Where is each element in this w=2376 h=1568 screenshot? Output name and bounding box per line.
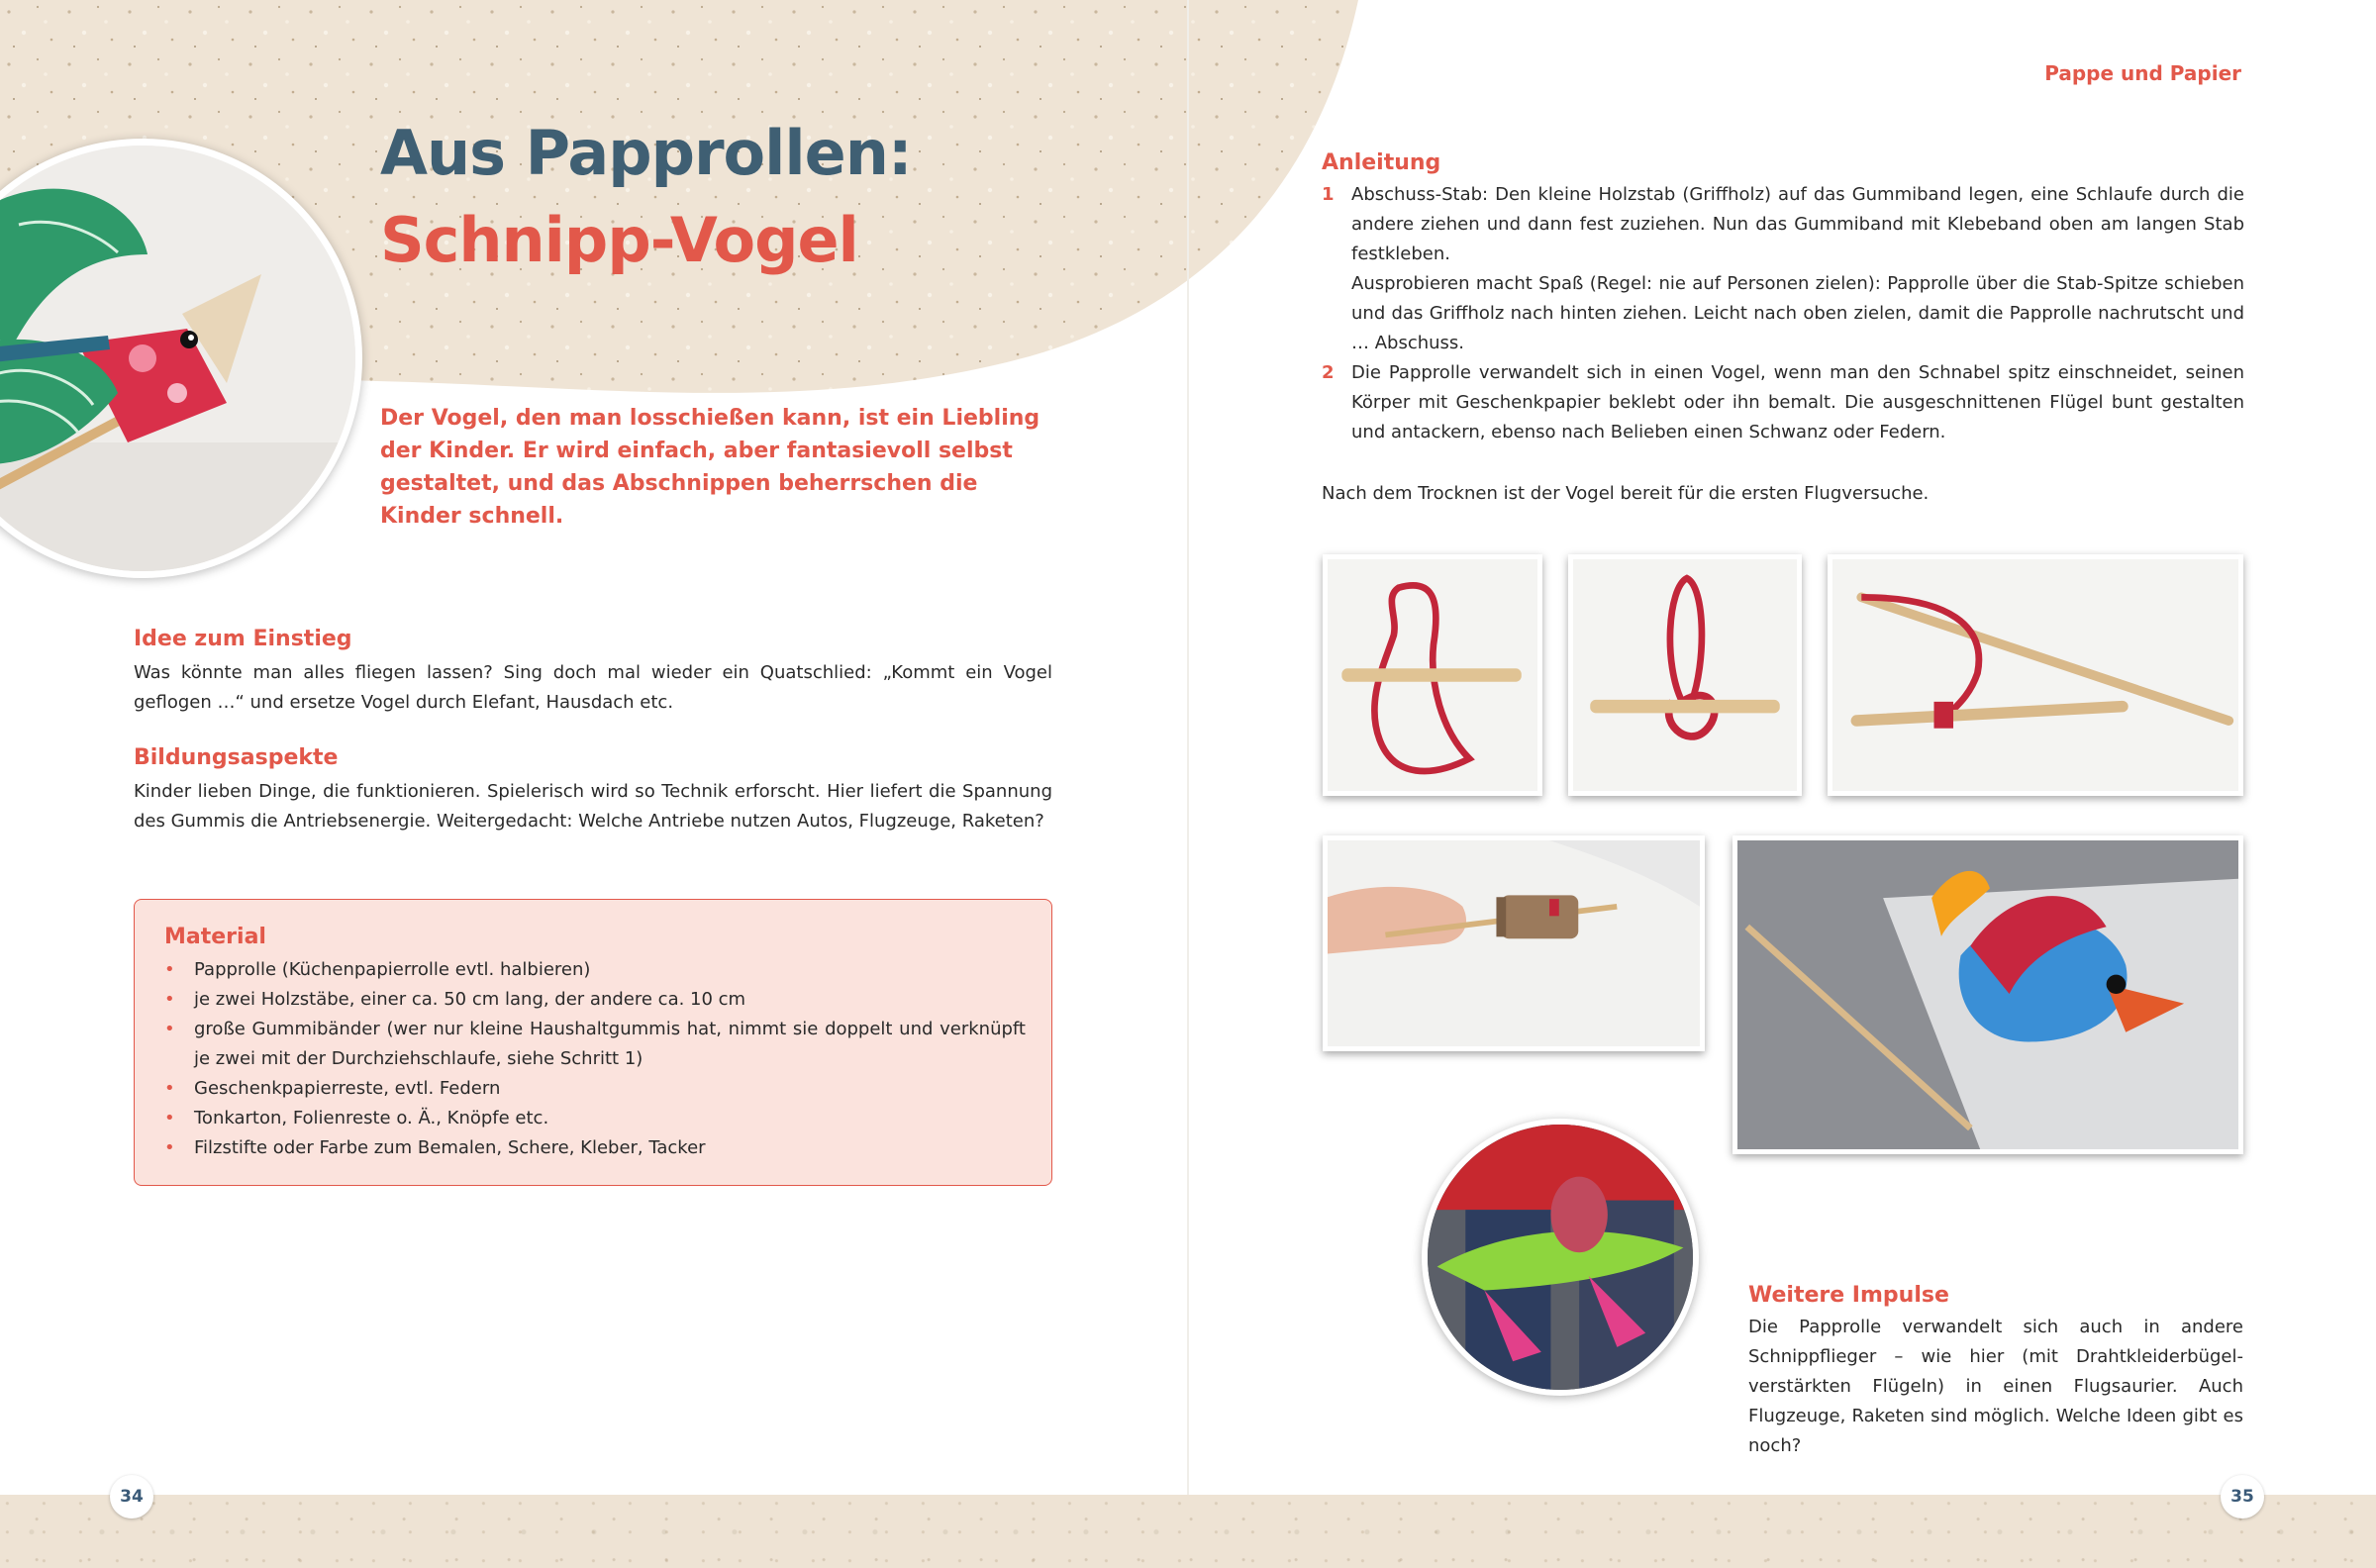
paper-texture-footer bbox=[0, 1495, 2376, 1568]
children-pterosaur-photo bbox=[1422, 1119, 1699, 1396]
material-item: • Tonkarton, Folienreste o. Ä., Knöpfe etc. bbox=[164, 1104, 1026, 1133]
step-photo-hand-launch bbox=[1323, 835, 1705, 1051]
step-item bbox=[1322, 180, 2244, 358]
weitere-text: Die Papprolle verwandelt sich auch in andere Schnippflieger – wie hier (mit Drahtkleiderbügel-verstärkten Flügeln) in einen Flugsaurier. Auch Flugzeuge, Raketen sind möglich. Welche Ideen gibt es noch? bbox=[1748, 1317, 2243, 1456]
idee-heading: Idee zum Einstieg bbox=[134, 627, 352, 651]
material-heading: Material bbox=[164, 925, 266, 949]
bildung-text: Kinder lieben Dinge, die funktionieren. Spielerisch wird so Technik erforscht. Hier liefert die Spannung des Gummis die Antriebsenergie. Weitergedacht: Welche Antriebe nutzen Autos, Flugzeuge, Raketen? bbox=[134, 781, 1052, 832]
step-text: Die Papprolle verwandelt sich in einen Vogel, wenn man den Schnabel spitz einschneidet, seinen Körper mit Geschenkpapier beklebt oder ihn bemalt. Die ausgeschnittenen Flügel bunt gestalten und antackern, ebenso nach Belieben einen Schwanz oder Federn. bbox=[1351, 362, 2244, 442]
page-title-line2: Schnipp-Vogel bbox=[380, 204, 858, 276]
bildung-heading: Bildungsaspekte bbox=[134, 745, 339, 770]
material-item: • große Gummibänder (wer nur kleine Haushaltgummis hat, nimmt sie doppelt und verknüpft je zwei mit der Durchziehschlaufe, siehe Schritt 1) bbox=[164, 1015, 1026, 1074]
step-photo-finished-bird bbox=[1732, 835, 2243, 1154]
idee-text: Was könnte man alles fliegen lassen? Sing doch mal wieder ein Quatschlied: „Kommt ein Vogel geflogen …“ und ersetze Vogel durch Elefant, Hausdach etc. bbox=[134, 662, 1052, 713]
page-gutter bbox=[1187, 0, 1189, 1495]
material-item: • Geschenkpapierreste, evtl. Federn bbox=[164, 1074, 1026, 1104]
material-item: • Filzstifte oder Farbe zum Bemalen, Schere, Kleber, Tacker bbox=[164, 1133, 1026, 1163]
running-head: Pappe und Papier bbox=[2044, 61, 2241, 85]
material-list bbox=[164, 955, 1026, 1163]
step-text-continued: Ausprobieren macht Spaß (Regel: nie auf Personen zielen): Papprolle über die Stab-Spitze schieben und das Griffholz nach hinten ziehen. Leicht nach oben zielen, damit die Papprolle nachrutscht und … Abschuss. bbox=[1351, 273, 2244, 353]
material-box bbox=[134, 899, 1052, 1186]
weitere-heading: Weitere Impulse bbox=[1748, 1283, 1949, 1308]
step-number: 2 bbox=[1322, 362, 1335, 383]
step-photo-rubber-band-2 bbox=[1568, 554, 1802, 796]
step-item bbox=[1322, 358, 2244, 447]
step-number: 1 bbox=[1322, 184, 1335, 205]
page-number-right: 35 bbox=[2221, 1475, 2264, 1519]
material-item: • Papprolle (Küchenpapierrolle evtl. halbieren) bbox=[164, 955, 1026, 985]
anleitung-steps bbox=[1322, 180, 2244, 447]
lead-paragraph: Der Vogel, den man losschießen kann, ist ein Liebling der Kinder. Er wird einfach, aber fantasievoll selbst gestaltet, und das Abschnippen beherrschen die Kinder schnell. bbox=[380, 406, 1040, 529]
page-number-left: 34 bbox=[110, 1475, 153, 1519]
step-photo-launcher bbox=[1828, 554, 2243, 796]
page-title-line1: Aus Papprollen: bbox=[380, 117, 912, 189]
anleitung-after-text: Nach dem Trocknen ist der Vogel bereit für die ersten Flugversuche. bbox=[1322, 483, 1930, 504]
step-photo-rubber-band-1 bbox=[1323, 554, 1542, 796]
anleitung-heading: Anleitung bbox=[1322, 150, 1441, 175]
material-item: • je zwei Holzstäbe, einer ca. 50 cm lang, der andere ca. 10 cm bbox=[164, 985, 1026, 1015]
step-text: Abschuss-Stab: Den kleine Holzstab (Griffholz) auf das Gummiband legen, eine Schlaufe durch die andere ziehen und dann fest zuziehen. Nun das Gummiband mit Klebeband oben am langen Stab festkleben. bbox=[1351, 184, 2244, 264]
